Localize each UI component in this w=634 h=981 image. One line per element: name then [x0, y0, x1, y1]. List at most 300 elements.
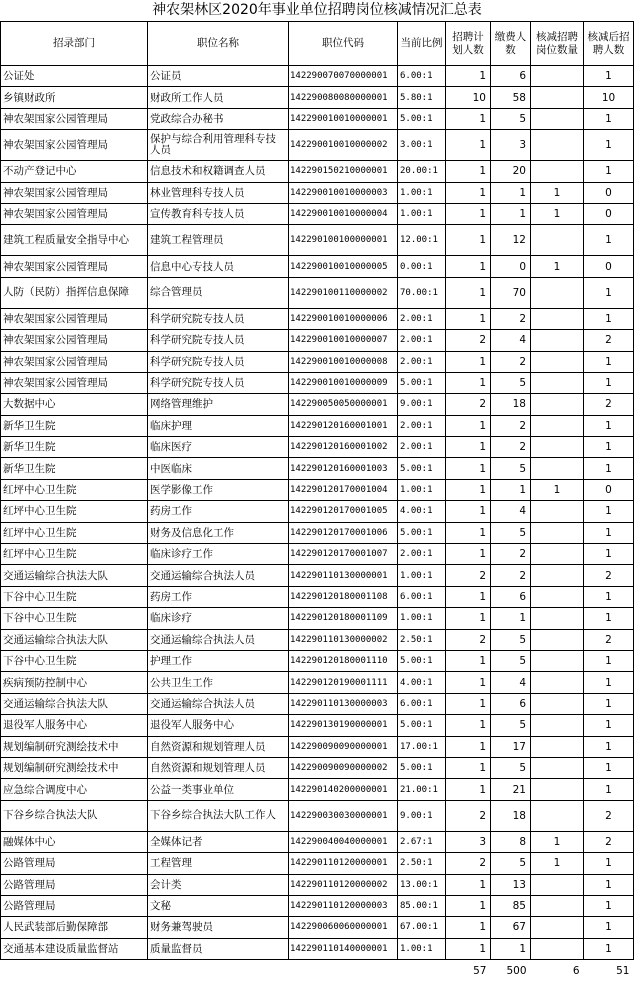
cell-ratio: 85.00:1 — [398, 895, 446, 916]
cell-cut: 1 — [531, 479, 584, 500]
table-row — [1, 917, 634, 938]
cell-paid: 5 — [491, 458, 531, 479]
cell-ratio: 5.00:1 — [398, 108, 446, 129]
cell-code: 142290120160001001 — [289, 415, 398, 436]
cell-ratio: 13.00:1 — [398, 874, 446, 895]
cell-paid: 70 — [491, 277, 531, 308]
cell-position: 会计类 — [148, 874, 289, 895]
cell-position: 公共卫生工作 — [148, 672, 289, 693]
cell-dept: 公路管理局 — [1, 895, 148, 916]
cell-position: 财政所工作人员 — [148, 87, 289, 108]
cell-position: 公益一类事业单位 — [148, 779, 289, 800]
cell-paid: 1 — [491, 203, 531, 224]
cell-after: 1 — [584, 715, 634, 736]
cell-position: 信息中心专技人员 — [148, 256, 289, 277]
cell-ratio: 1.00:1 — [398, 479, 446, 500]
cell-paid: 5 — [491, 715, 531, 736]
cell-cut — [531, 415, 584, 436]
table-row — [1, 895, 634, 916]
cell-plan: 1 — [446, 458, 491, 479]
cell-plan: 2 — [446, 330, 491, 351]
table-row — [1, 736, 634, 757]
cell-code: 142290010010000006 — [289, 308, 398, 329]
cell-code: 142290080080000001 — [289, 87, 398, 108]
totals-blank — [289, 960, 398, 981]
cell-position: 药房工作 — [148, 586, 289, 607]
cell-paid: 5 — [491, 108, 531, 129]
cell-paid: 6 — [491, 693, 531, 714]
totals-row — [1, 960, 634, 981]
cell-position: 科学研究院专技人员 — [148, 372, 289, 393]
cell-after: 1 — [584, 458, 634, 479]
cell-dept: 公证处 — [1, 66, 148, 87]
table-row — [1, 415, 634, 436]
total-cut: 6 — [572, 964, 580, 977]
cell-position: 财务兼驾驶员 — [148, 917, 289, 938]
cell-dept: 应急综合调度中心 — [1, 779, 148, 800]
cell-position: 临床诊疗 — [148, 608, 289, 629]
cell-dept: 交通运输综合执法大队 — [1, 693, 148, 714]
cell-cut — [531, 437, 584, 458]
cell-cut — [531, 800, 584, 831]
cell-position: 工程管理 — [148, 853, 289, 874]
cell-dept: 下谷中心卫生院 — [1, 586, 148, 607]
cell-code: 142290110140000001 — [289, 938, 398, 959]
cell-code: 142290150210000001 — [289, 161, 398, 182]
cell-position: 质量监督员 — [148, 938, 289, 959]
cell-ratio: 21.00:1 — [398, 779, 446, 800]
cell-plan: 1 — [446, 108, 491, 129]
cell-plan: 1 — [446, 203, 491, 224]
cell-ratio: 4.00:1 — [398, 501, 446, 522]
header-code: 职位代码 — [289, 22, 398, 66]
cell-paid: 2 — [491, 351, 531, 372]
cell-plan: 2 — [446, 565, 491, 586]
cell-paid: 5 — [491, 650, 531, 671]
cell-cut — [531, 779, 584, 800]
cell-ratio: 1.00:1 — [398, 938, 446, 959]
cell-paid: 6 — [491, 586, 531, 607]
cell-code: 142290010010000002 — [289, 130, 398, 161]
cell-ratio: 67.00:1 — [398, 917, 446, 938]
cell-code: 142290120180001109 — [289, 608, 398, 629]
cell-cut — [531, 938, 584, 959]
cell-ratio: 6.00:1 — [398, 586, 446, 607]
cell-ratio: 5.00:1 — [398, 650, 446, 671]
cell-code: 142290110120000001 — [289, 853, 398, 874]
cell-ratio: 5.00:1 — [398, 757, 446, 778]
cell-after: 2 — [584, 394, 634, 415]
cell-cut — [531, 715, 584, 736]
cell-paid: 12 — [491, 225, 531, 256]
cell-code: 142290060060000001 — [289, 917, 398, 938]
cell-cut: 1 — [531, 182, 584, 203]
cell-cut — [531, 108, 584, 129]
cell-ratio: 4.00:1 — [398, 672, 446, 693]
table-row — [1, 394, 634, 415]
cell-position: 财务及信息化工作 — [148, 522, 289, 543]
cell-code: 142290050050000001 — [289, 394, 398, 415]
header-position: 职位名称 — [148, 22, 289, 66]
table-row — [1, 938, 634, 959]
cell-code: 142290120170001006 — [289, 522, 398, 543]
cell-paid: 67 — [491, 917, 531, 938]
cell-paid: 2 — [491, 437, 531, 458]
cell-position: 宣传教育科专技人员 — [148, 203, 289, 224]
cell-paid: 5 — [491, 372, 531, 393]
table-row — [1, 779, 634, 800]
cell-code: 142290110130000002 — [289, 629, 398, 650]
cell-code: 142290070070000001 — [289, 66, 398, 87]
cell-ratio: 2.00:1 — [398, 308, 446, 329]
cell-code: 142290010010000005 — [289, 256, 398, 277]
cell-ratio: 70.00:1 — [398, 277, 446, 308]
cell-cut — [531, 608, 584, 629]
cell-dept: 建筑工程质量安全指导中心 — [1, 225, 148, 256]
cell-position: 保护与综合利用管理科专技人员 — [148, 130, 289, 161]
table-row — [1, 693, 634, 714]
cell-paid: 5 — [491, 629, 531, 650]
table-row — [1, 308, 634, 329]
cell-paid: 18 — [491, 800, 531, 831]
cell-paid: 4 — [491, 501, 531, 522]
cell-paid: 8 — [491, 831, 531, 852]
cell-after: 1 — [584, 917, 634, 938]
cell-paid: 2 — [491, 308, 531, 329]
cell-plan: 1 — [446, 650, 491, 671]
cell-position: 科学研究院专技人员 — [148, 308, 289, 329]
cell-ratio: 2.00:1 — [398, 330, 446, 351]
cell-cut: 1 — [531, 203, 584, 224]
table-row — [1, 458, 634, 479]
header-dept: 招录部门 — [1, 22, 148, 66]
cell-plan: 1 — [446, 182, 491, 203]
table-row — [1, 853, 634, 874]
cell-paid: 5 — [491, 757, 531, 778]
cell-after: 0 — [584, 256, 634, 277]
cell-after: 1 — [584, 608, 634, 629]
cell-after: 10 — [584, 87, 634, 108]
cell-plan: 1 — [446, 479, 491, 500]
cell-plan: 1 — [446, 917, 491, 938]
table-row — [1, 182, 634, 203]
cell-ratio: 2.00:1 — [398, 437, 446, 458]
cell-dept: 疾病预防控制中心 — [1, 672, 148, 693]
cell-ratio: 2.00:1 — [398, 351, 446, 372]
cell-cut — [531, 693, 584, 714]
cell-dept: 神农架国家公园管理局 — [1, 308, 148, 329]
cell-plan: 10 — [446, 87, 491, 108]
cell-position: 综合管理员 — [148, 277, 289, 308]
cell-paid: 5 — [491, 522, 531, 543]
cell-after: 1 — [584, 415, 634, 436]
cell-code: 142290010010000001 — [289, 108, 398, 129]
cell-dept: 公路管理局 — [1, 874, 148, 895]
cell-dept: 下谷中心卫生院 — [1, 650, 148, 671]
table-row — [1, 479, 634, 500]
table-row — [1, 330, 634, 351]
cell-plan: 1 — [446, 672, 491, 693]
cell-after: 1 — [584, 895, 634, 916]
cell-dept: 神农架国家公园管理局 — [1, 372, 148, 393]
cell-after: 1 — [584, 161, 634, 182]
header-after: 核减后招聘人数 — [584, 22, 634, 66]
cell-position: 下谷乡综合执法大队工作人 — [148, 800, 289, 831]
cell-code: 142290100110000002 — [289, 277, 398, 308]
cell-cut — [531, 87, 584, 108]
cell-cut — [531, 565, 584, 586]
cell-after: 2 — [584, 565, 634, 586]
cell-after: 1 — [584, 225, 634, 256]
cell-cut — [531, 501, 584, 522]
cell-ratio: 5.00:1 — [398, 522, 446, 543]
cell-code: 142290110120000003 — [289, 895, 398, 916]
cell-position: 交通运输综合执法人员 — [148, 693, 289, 714]
cell-ratio: 1.00:1 — [398, 203, 446, 224]
cell-after: 1 — [584, 522, 634, 543]
cell-code: 142290010010000003 — [289, 182, 398, 203]
cell-dept: 红坪中心卫生院 — [1, 522, 148, 543]
cell-after: 1 — [584, 650, 634, 671]
cell-dept: 公路管理局 — [1, 853, 148, 874]
cell-code: 142290120190001111 — [289, 672, 398, 693]
cell-paid: 18 — [491, 394, 531, 415]
header-plan: 招聘计划人数 — [446, 22, 491, 66]
cell-dept: 红坪中心卫生院 — [1, 544, 148, 565]
cell-ratio: 6.00:1 — [398, 66, 446, 87]
cell-plan: 3 — [446, 831, 491, 852]
cell-code: 142290120180001108 — [289, 586, 398, 607]
cell-position: 临床医疗 — [148, 437, 289, 458]
cell-dept: 神农架国家公园管理局 — [1, 203, 148, 224]
cell-after: 1 — [584, 736, 634, 757]
cell-dept: 大数据中心 — [1, 394, 148, 415]
cell-code: 142290120180001110 — [289, 650, 398, 671]
cell-dept: 规划编制研究测绘技术中 — [1, 736, 148, 757]
cell-plan: 2 — [446, 800, 491, 831]
cell-plan: 2 — [446, 853, 491, 874]
cell-plan: 1 — [446, 372, 491, 393]
cell-position: 临床护理 — [148, 415, 289, 436]
cell-paid: 13 — [491, 874, 531, 895]
cell-cut — [531, 629, 584, 650]
cell-plan: 1 — [446, 938, 491, 959]
cell-code: 142290090090000001 — [289, 736, 398, 757]
cell-cut — [531, 130, 584, 161]
cell-paid: 2 — [491, 544, 531, 565]
cell-plan: 2 — [446, 394, 491, 415]
cell-ratio: 9.00:1 — [398, 800, 446, 831]
cell-code: 142290140200000001 — [289, 779, 398, 800]
cell-position: 信息技术和权籍调查人员 — [148, 161, 289, 182]
cell-code: 142290110130000001 — [289, 565, 398, 586]
cell-after: 1 — [584, 372, 634, 393]
table-row — [1, 544, 634, 565]
cell-cut — [531, 874, 584, 895]
cell-paid: 2 — [491, 565, 531, 586]
cell-plan: 1 — [446, 415, 491, 436]
cell-dept: 规划编制研究测绘技术中 — [1, 757, 148, 778]
cell-paid: 6 — [491, 66, 531, 87]
cell-plan: 1 — [446, 715, 491, 736]
cell-cut — [531, 544, 584, 565]
cell-cut — [531, 66, 584, 87]
cell-position: 自然资源和规划管理人员 — [148, 757, 289, 778]
cell-code: 142290130190000001 — [289, 715, 398, 736]
cell-plan: 1 — [446, 522, 491, 543]
cell-dept: 人民武装部后勤保障部 — [1, 917, 148, 938]
cell-paid: 1 — [491, 182, 531, 203]
cell-plan: 1 — [446, 586, 491, 607]
cell-code: 142290010010000004 — [289, 203, 398, 224]
cell-position: 交通运输综合执法人员 — [148, 565, 289, 586]
cell-ratio: 0.00:1 — [398, 256, 446, 277]
cell-ratio: 2.50:1 — [398, 629, 446, 650]
cell-plan: 1 — [446, 130, 491, 161]
table-row — [1, 130, 634, 161]
cell-position: 退役军人服务中心 — [148, 715, 289, 736]
cell-dept: 融媒体中心 — [1, 831, 148, 852]
cell-after: 1 — [584, 544, 634, 565]
table-row — [1, 522, 634, 543]
table-row — [1, 874, 634, 895]
cell-position: 交通运输综合执法人员 — [148, 629, 289, 650]
cell-cut — [531, 351, 584, 372]
cell-dept: 下谷乡综合执法大队 — [1, 800, 148, 831]
cell-cut — [531, 161, 584, 182]
cell-cut — [531, 895, 584, 916]
cell-cut — [531, 522, 584, 543]
cell-position: 公证员 — [148, 66, 289, 87]
table-row — [1, 225, 634, 256]
table-row — [1, 372, 634, 393]
cell-dept: 交通运输综合执法大队 — [1, 629, 148, 650]
cell-ratio: 3.00:1 — [398, 130, 446, 161]
cell-ratio: 2.67:1 — [398, 831, 446, 852]
cell-cut — [531, 225, 584, 256]
header-cut: 核减招聘岗位数量 — [531, 22, 584, 66]
cell-paid: 0 — [491, 256, 531, 277]
cell-after: 1 — [584, 693, 634, 714]
cell-plan: 1 — [446, 736, 491, 757]
cell-paid: 4 — [491, 672, 531, 693]
table-row — [1, 757, 634, 778]
total-plan: 57 — [473, 964, 487, 977]
table-row — [1, 650, 634, 671]
cell-cut — [531, 586, 584, 607]
cell-plan: 1 — [446, 779, 491, 800]
cell-paid: 1 — [491, 479, 531, 500]
cell-plan: 1 — [446, 437, 491, 458]
cell-paid: 21 — [491, 779, 531, 800]
cell-paid: 1 — [491, 608, 531, 629]
cell-position: 医学影像工作 — [148, 479, 289, 500]
table-row — [1, 277, 634, 308]
cell-plan: 1 — [446, 757, 491, 778]
cell-cut — [531, 394, 584, 415]
cell-code: 142290100100000001 — [289, 225, 398, 256]
cell-after: 1 — [584, 437, 634, 458]
cell-code: 142290120170001004 — [289, 479, 398, 500]
cell-dept: 交通基本建设质量监督站 — [1, 938, 148, 959]
cell-paid: 4 — [491, 330, 531, 351]
cell-code: 142290120170001007 — [289, 544, 398, 565]
cell-position: 护理工作 — [148, 650, 289, 671]
table-row — [1, 586, 634, 607]
cell-paid: 58 — [491, 87, 531, 108]
cell-cut — [531, 757, 584, 778]
cell-dept: 神农架国家公园管理局 — [1, 108, 148, 129]
cell-after: 1 — [584, 130, 634, 161]
cell-code: 142290040040000001 — [289, 831, 398, 852]
cell-after: 1 — [584, 853, 634, 874]
cell-paid: 1 — [491, 938, 531, 959]
cell-after: 1 — [584, 586, 634, 607]
cell-position: 文秘 — [148, 895, 289, 916]
table-row — [1, 501, 634, 522]
cell-plan: 1 — [446, 608, 491, 629]
table-body — [1, 66, 634, 960]
cell-dept: 下谷中心卫生院 — [1, 608, 148, 629]
cell-dept: 新华卫生院 — [1, 458, 148, 479]
cell-plan: 1 — [446, 351, 491, 372]
cell-plan: 1 — [446, 895, 491, 916]
cell-after: 1 — [584, 874, 634, 895]
cell-position: 中医临床 — [148, 458, 289, 479]
cell-position: 网络管理维护 — [148, 394, 289, 415]
cell-dept: 退役军人服务中心 — [1, 715, 148, 736]
cell-cut — [531, 372, 584, 393]
total-after: 51 — [616, 964, 630, 977]
cell-ratio: 2.00:1 — [398, 544, 446, 565]
cell-position: 临床诊疗工作 — [148, 544, 289, 565]
cell-code: 142290110130000003 — [289, 693, 398, 714]
cell-dept: 交通运输综合执法大队 — [1, 565, 148, 586]
cell-cut — [531, 458, 584, 479]
totals-blank — [398, 960, 446, 981]
table-row — [1, 351, 634, 372]
cell-code: 142290010010000009 — [289, 372, 398, 393]
table-row — [1, 715, 634, 736]
cell-position: 林业管理科专技人员 — [148, 182, 289, 203]
recruitment-table — [0, 21, 634, 981]
cell-code: 142290090090000002 — [289, 757, 398, 778]
cell-cut — [531, 308, 584, 329]
cell-code: 142290110120000002 — [289, 874, 398, 895]
cell-plan: 1 — [446, 256, 491, 277]
cell-cut: 1 — [531, 256, 584, 277]
table-row — [1, 800, 634, 831]
cell-dept: 红坪中心卫生院 — [1, 479, 148, 500]
cell-after: 2 — [584, 800, 634, 831]
cell-after: 2 — [584, 330, 634, 351]
table-row — [1, 672, 634, 693]
cell-dept: 新华卫生院 — [1, 437, 148, 458]
cell-ratio: 1.00:1 — [398, 182, 446, 203]
cell-dept: 神农架国家公园管理局 — [1, 351, 148, 372]
cell-position: 建筑工程管理员 — [148, 225, 289, 256]
cell-after: 1 — [584, 277, 634, 308]
table-row — [1, 608, 634, 629]
cell-plan: 1 — [446, 277, 491, 308]
cell-after: 1 — [584, 672, 634, 693]
cell-after: 1 — [584, 351, 634, 372]
cell-code: 142290030030000001 — [289, 800, 398, 831]
cell-ratio: 5.00:1 — [398, 458, 446, 479]
cell-paid: 3 — [491, 130, 531, 161]
cell-plan: 1 — [446, 501, 491, 522]
cell-plan: 1 — [446, 544, 491, 565]
